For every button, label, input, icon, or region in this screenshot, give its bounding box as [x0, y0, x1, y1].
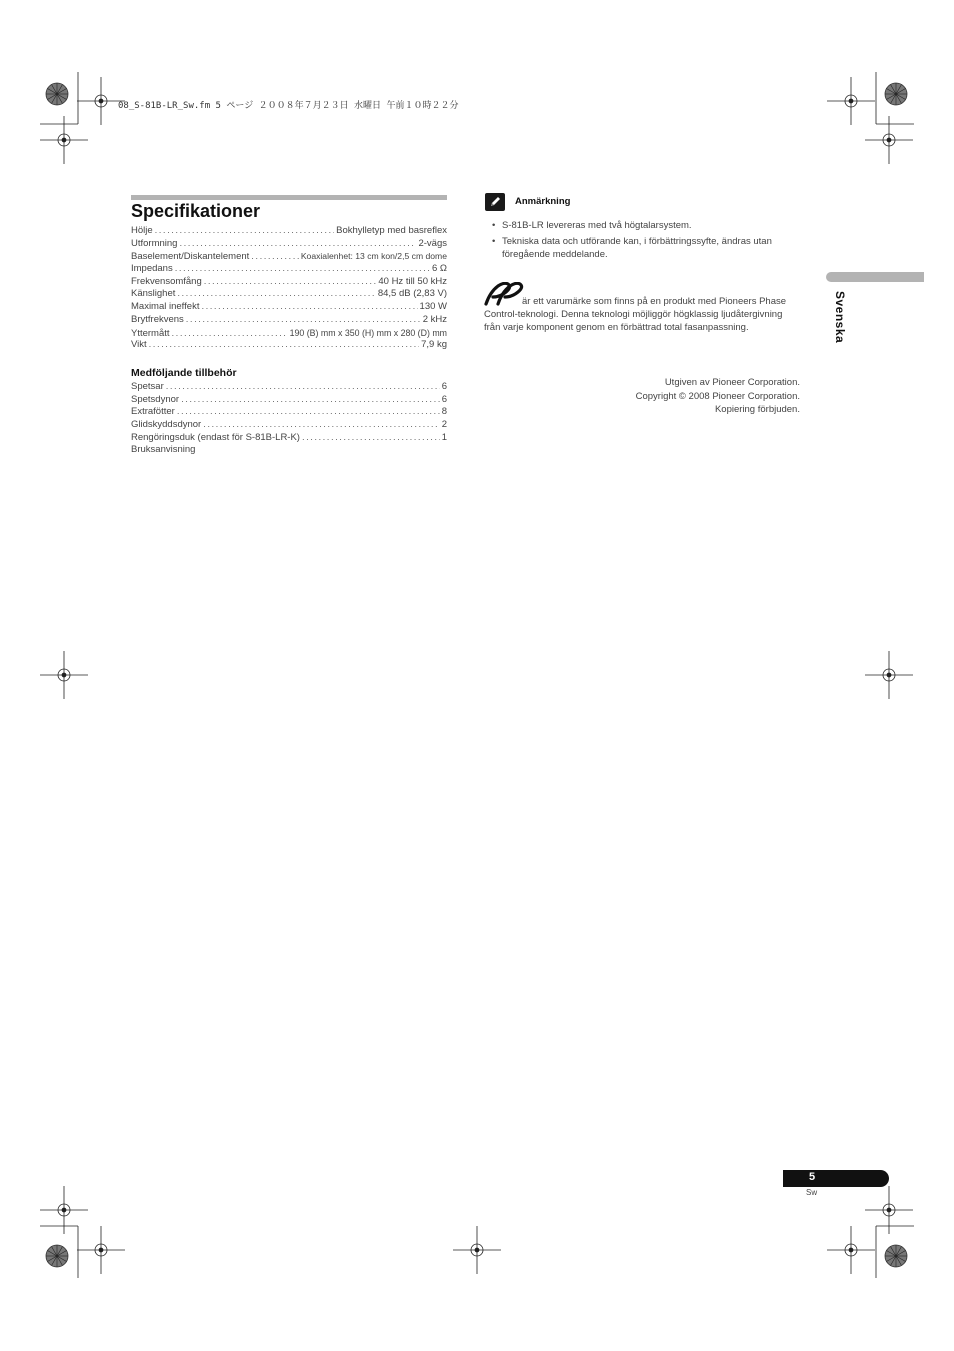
crosshair-dot: [62, 1208, 66, 1212]
page-number-pill: [783, 1170, 889, 1187]
language-label: Svenska: [833, 291, 847, 344]
section-title-bar: [131, 195, 447, 200]
spec-row: Hölje ..... Bokhylletyp med basreflex: [131, 225, 447, 238]
crosshair-dot: [62, 138, 66, 142]
copying-line: Kopiering förbjuden.: [714, 404, 800, 415]
spec-row: Impedans ..... 6 Ω: [131, 263, 447, 276]
accessory-row: Bruksanvisning: [131, 444, 196, 456]
language-tab-bar: [826, 272, 924, 282]
accessory-row: Spetsar ..... 6: [131, 381, 447, 394]
spec-row: Brytfrekvens ..... 2 kHz: [131, 314, 447, 327]
crosshair-dot: [849, 1248, 853, 1252]
crosshair-dot: [99, 1248, 103, 1252]
note-list: [492, 219, 797, 264]
specifications-title: Specifikationer: [131, 201, 261, 221]
publisher-line: Utgiven av Pioneer Corporation.: [664, 377, 800, 388]
spec-row: Maximal ineffekt ..... 130 W: [131, 301, 447, 314]
language-code: Sw: [806, 1188, 818, 1197]
crosshair-dot: [887, 138, 891, 142]
accessory-row: Glidskyddsdynor ..... 2: [131, 419, 447, 432]
crosshair-dot: [887, 1208, 891, 1212]
spec-row: Utformning ..... 2-vägs: [131, 238, 447, 251]
crosshair-dot: [849, 99, 853, 103]
crosshair-dot: [99, 99, 103, 103]
spec-row: Frekvensomfång ..... 40 Hz till 50 kHz: [131, 276, 447, 289]
spec-row: Vikt ..... 7,9 kg: [131, 339, 447, 352]
crosshair-dot: [475, 1248, 479, 1252]
publisher-block: [560, 376, 800, 417]
accessory-row: Extrafötter ..... 8: [131, 406, 447, 419]
copyright-line: Copyright © 2008 Pioneer Corporation.: [635, 390, 800, 402]
accessories-title: Medföljande tillbehör: [131, 367, 237, 379]
crosshair-dot: [62, 673, 66, 677]
note-item: • Tekniska data och utförande kan, i förbättringssyfte, ändras utan föregående meddelande.: [492, 235, 797, 261]
pencil-note-icon: [485, 193, 505, 211]
note-item: • S-81B-LR levereras med två högtalarsystem.: [492, 219, 797, 232]
file-header-line: 08_S-81B-LR_Sw.fm 5 ページ ２００８年７月２３日 水曜日 午前１０時２２分: [118, 101, 459, 111]
spec-row: Känslighet ..... 84,5 dB (2,83 V): [131, 288, 447, 301]
spec-row: Baselement/Diskantelement ..... Koaxialenhet: 13 cm kon/2,5 cm dome: [131, 250, 447, 263]
note-title: Anmärkning: [515, 196, 571, 207]
spec-row: Yttermått ..... 190 (B) mm x 350 (H) mm x 280 (D) mm: [131, 327, 447, 340]
accessory-row: Spetsdynor ..... 6: [131, 394, 447, 407]
crosshair-dot: [887, 673, 891, 677]
accessories-list: [131, 381, 447, 457]
specifications-list: [131, 225, 447, 352]
trademark-text: är ett varumärke som finns på en produkt med Pioneers Phase Control-teknologi. Denna teknologi möjliggör högklassig ljudåtergivning från varje komponent genom en förbättrad total fasanpassning.: [484, 296, 787, 333]
accessory-row: Rengöringsduk (endast för S-81B-LR-K) ..... 1: [131, 432, 447, 445]
page-number: 5: [809, 1171, 816, 1183]
